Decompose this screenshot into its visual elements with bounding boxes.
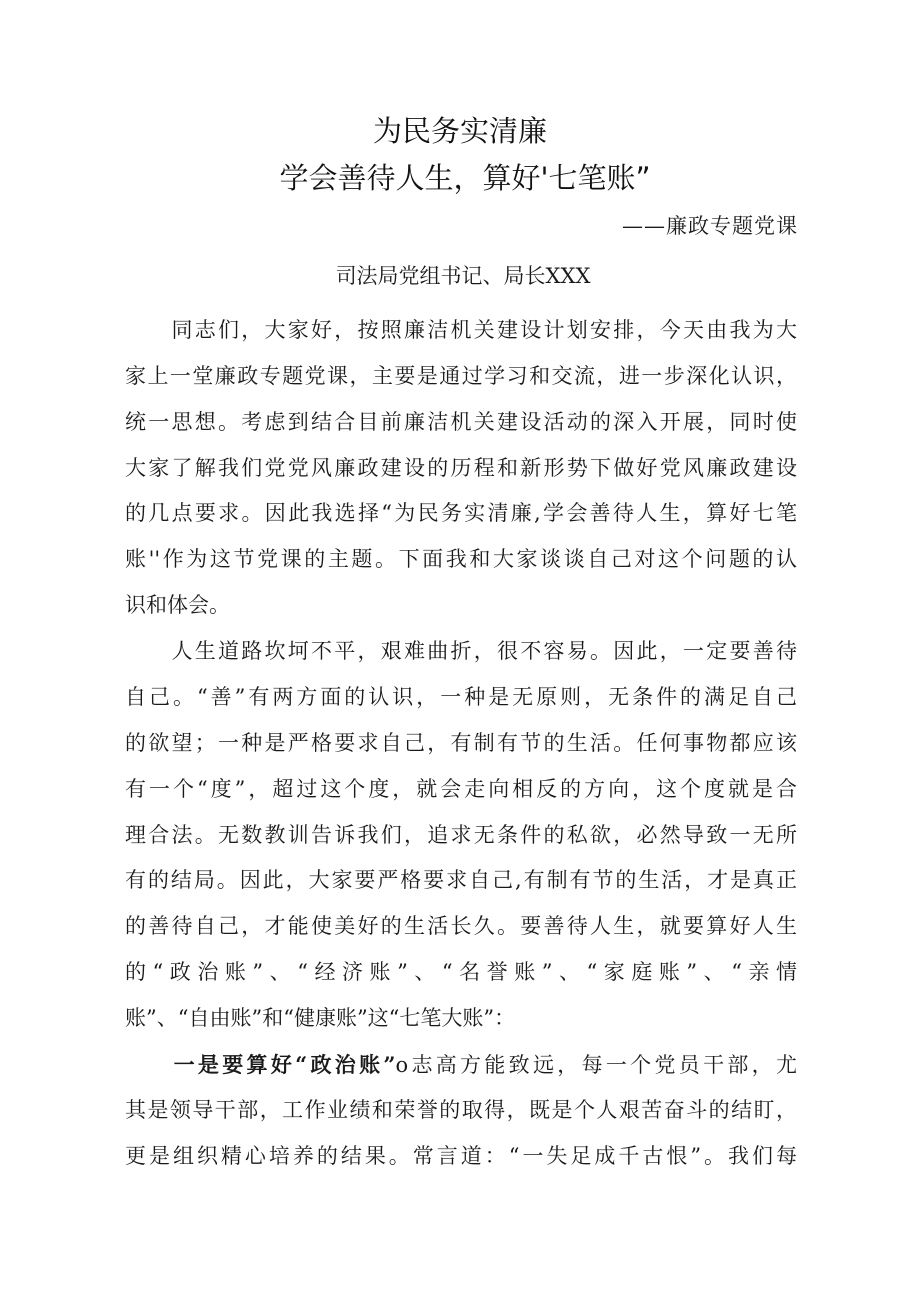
paragraph-line: 大家了解我们党党风廉政建设的历程和新形势下做好党风廉政建设: [125, 456, 797, 480]
paragraph-line: 统一思想。考虑到结合目前廉洁机关建设活动的深入开展，同时使: [125, 410, 797, 434]
paragraph-line: 的几点要求。因此我选择“为民务实清廉,学会善待人生，算好七笔: [125, 501, 797, 525]
paragraph-line-rest: o志高方能致远，每一个党员干部，尤: [395, 1053, 797, 1077]
paragraph-line: 同志们，大家好，按照廉洁机关建设计划安排，今天由我为大: [125, 318, 797, 342]
paragraph-line: 账”、“自由账”和“健康账”这“七笔大账”：: [125, 1006, 516, 1030]
paragraph-line: 的善待自己，才能使美好的生活长久。要善待人生，就要算好人生: [125, 914, 797, 938]
document-title-line-1: 为民务实清廉: [372, 114, 547, 148]
document-author: 司法局党组书记、局长XXX: [335, 264, 591, 288]
document-title-line-2: 学会善待人生，算好'七笔账”: [279, 161, 651, 195]
paragraph-line: 家上一堂廉政专题党课，主要是通过学习和交流，进一步深化认识，: [125, 364, 797, 388]
paragraph-line: 自己。“善”有两方面的认识，一种是无原则，无条件的满足自己: [125, 685, 797, 709]
paragraph-line: 有的结局。因此，大家要严格要求自己,有制有节的生活，才是真正: [125, 868, 797, 892]
paragraph-line: 人生道路坎坷不平，艰难曲折，很不容易。因此，一定要善待: [125, 639, 797, 663]
paragraph-line: 的欲望；一种是严格要求自己，有制有节的生活。任何事物都应该: [125, 731, 797, 755]
paragraph-line: 的“政治账”、“经济账”、“名誉账”、“家庭账”、“亲情: [125, 960, 797, 984]
paragraph-line: 识和体会。: [125, 593, 230, 617]
paragraph-line: 更是组织精心培养的结果。常言道：“一失足成千古恨”。我们每: [125, 1144, 797, 1168]
paragraph-line: 有一个“度”，超过这个度，就会走向相反的方向，这个度就是合: [125, 777, 797, 801]
paragraph-line-with-bold-lead: [125, 1054, 797, 1076]
bold-lead-text: 一是要算好“政治账”: [125, 1052, 396, 1077]
document-subtitle: ——廉政专题党课: [622, 214, 798, 238]
paragraph-line: 其是领导干部，工作业绩和荣誉的取得，既是个人艰苦奋斗的结盯，: [125, 1098, 797, 1122]
paragraph-line: 理合法。无数教训告诉我们，追求无条件的私欲，必然导致一无所: [125, 823, 797, 847]
paragraph-line: 账''作为这节党课的主题。下面我和大家谈谈自己对这个问题的认: [125, 547, 797, 571]
